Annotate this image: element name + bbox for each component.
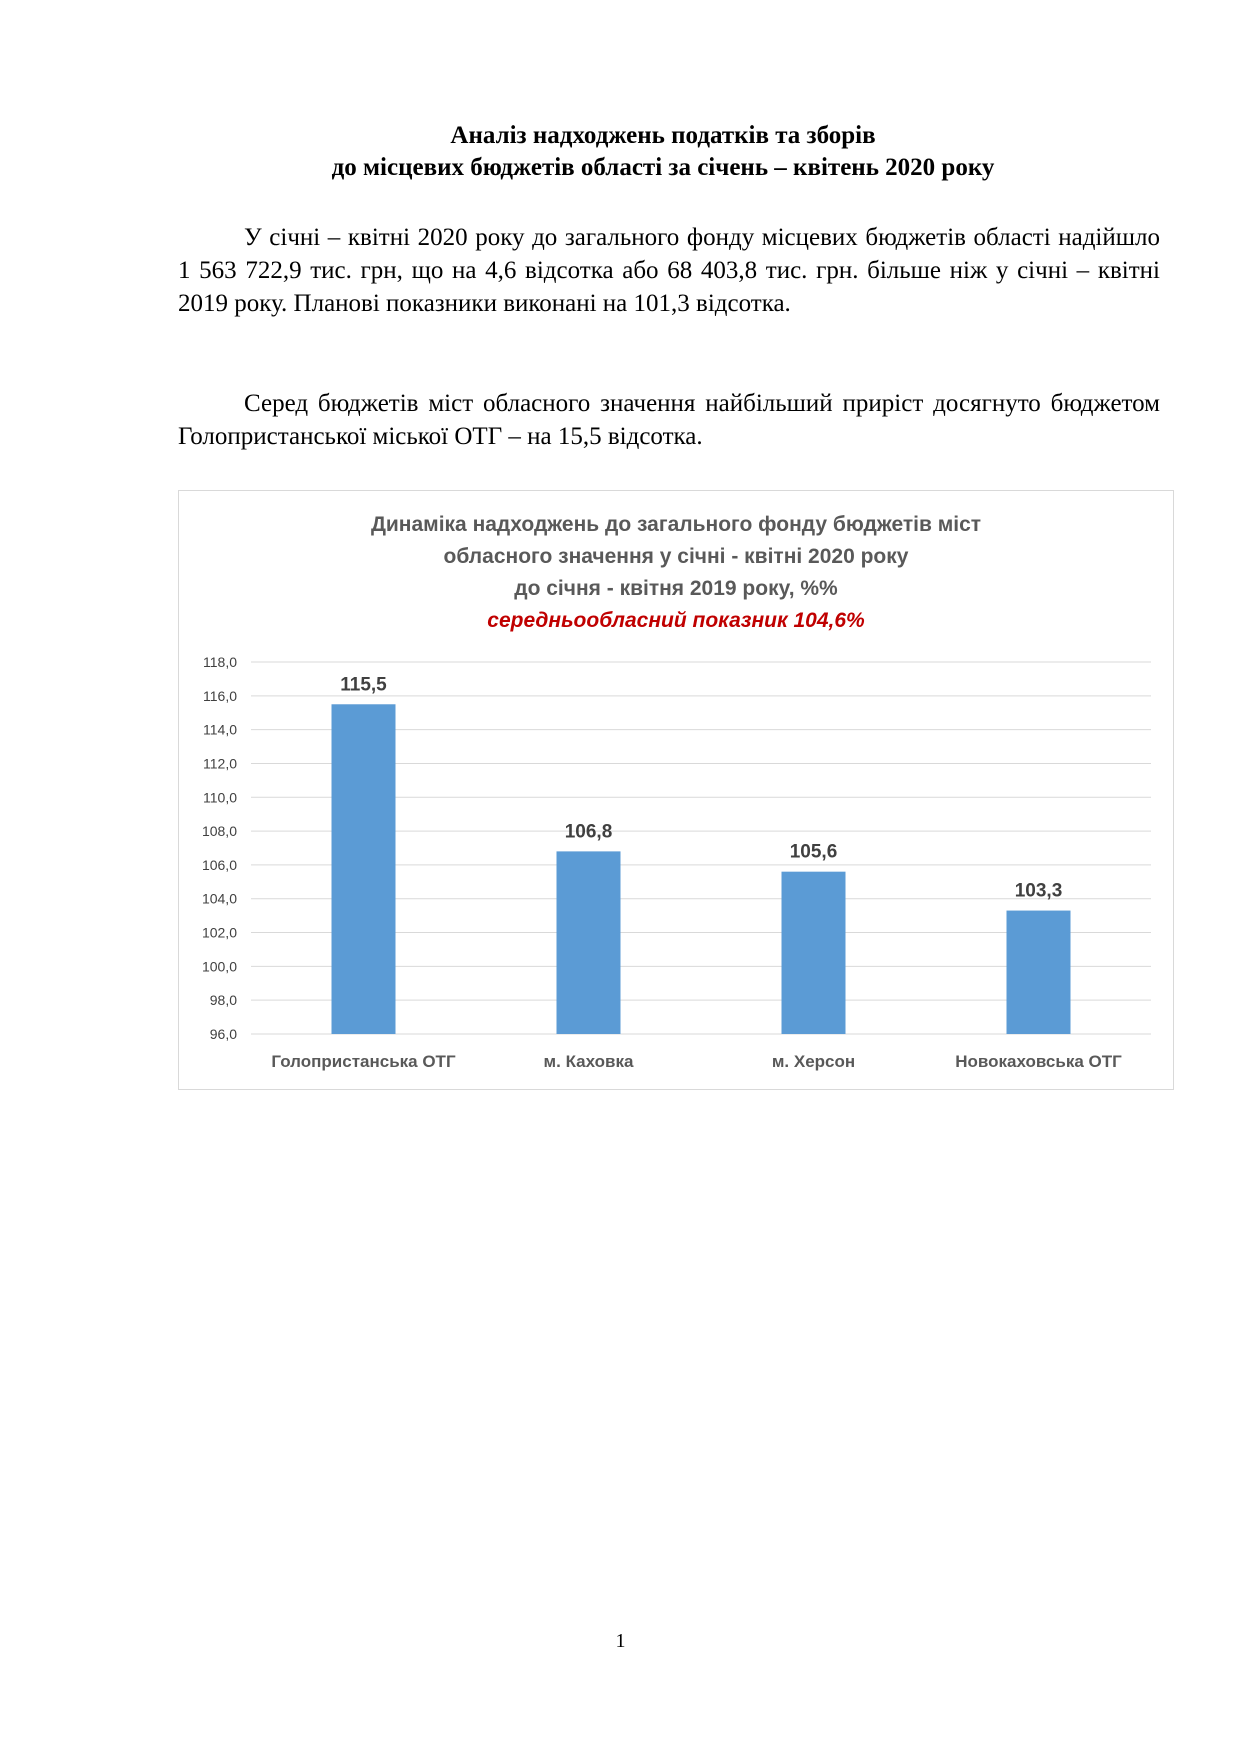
title-line-2: до місцевих бюджетів області за січень – квітень 2020 року — [331, 154, 995, 181]
x-category-label: Новокаховська ОТГ — [955, 1052, 1122, 1071]
y-tick-label: 114,0 — [203, 721, 237, 738]
y-tick-label: 112,0 — [203, 755, 237, 772]
y-tick-label: 118,0 — [203, 654, 237, 670]
y-tick-label: 116,0 — [203, 687, 237, 704]
chart-title-line-2: обласного значення у січні - квітні 2020 року — [443, 545, 909, 568]
paragraph-revenue-summary: У січні – квітні 2020 року до загального фонду місцевих бюджетів області надійшло 1 563 722,9 тис. грн, що на 4,6 відсотка або 68 403,8 тис. грн. більше ніж у січні – квітні 2019 року. Планові показники виконані на 101,3 відсотка. — [178, 224, 1160, 317]
y-tick-label: 100,0 — [201, 958, 237, 975]
document-title — [150, 120, 1176, 184]
y-tick-label: 106,0 — [201, 856, 237, 873]
bar — [782, 872, 846, 1034]
bar — [1007, 911, 1071, 1034]
y-tick-label: 102,0 — [201, 924, 237, 941]
bar-chart — [178, 490, 1174, 1090]
bar — [557, 851, 621, 1034]
chart-title-line-1: Динаміка надходжень до загального фонду бюджетів міст — [370, 513, 982, 536]
y-tick-label: 110,0 — [203, 789, 237, 806]
chart-subtitle: середньообласний показник 104,6% — [487, 609, 865, 632]
x-category-label: м. Херсон — [771, 1052, 856, 1071]
y-tick-label: 104,0 — [201, 890, 237, 907]
y-tick-label: 98,0 — [209, 992, 237, 1009]
chart-plot — [179, 491, 1175, 1091]
paragraph-growth-leader: Серед бюджетів міст обласного значення найбільший приріст досягнуто бюджетом Голопристанської міської ОТГ – на 15,5 відсотка. — [178, 390, 1160, 450]
y-tick-label: 108,0 — [201, 823, 237, 840]
page-number: 1 — [615, 1630, 626, 1652]
x-category-label: м. Каховка — [543, 1052, 634, 1071]
data-label: 103,3 — [1014, 880, 1063, 902]
data-label: 115,5 — [340, 674, 387, 696]
data-label: 106,8 — [564, 821, 613, 843]
title-line-1: Аналіз надходжень податків та зборів — [450, 122, 876, 149]
bar — [332, 704, 396, 1034]
x-category-label: Голопристанська ОТГ — [271, 1052, 456, 1071]
y-tick-label: 96,0 — [209, 1026, 237, 1042]
data-label: 105,6 — [789, 841, 838, 863]
chart-title-line-3: до січня - квітня 2019 року, %% — [514, 577, 838, 600]
